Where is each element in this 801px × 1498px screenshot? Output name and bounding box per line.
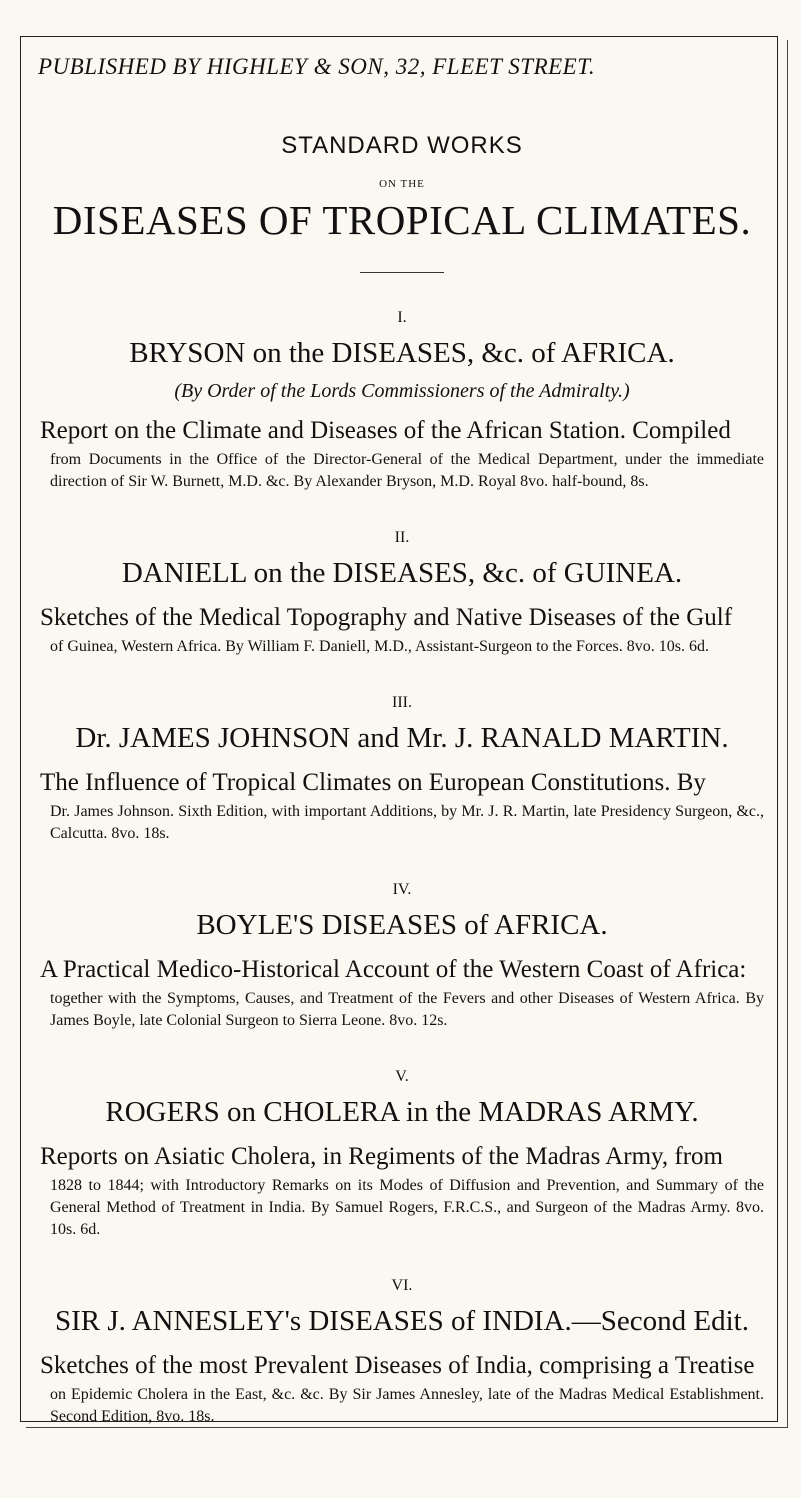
book-description: of Guinea, Western Africa. By William F. Daniell, M.D., Assistant-Surgeon to the Forces. 8vo. 10s. 6d. xyxy=(50,638,709,655)
entry-heading: ROGERS on CHOLERA in the MADRAS ARMY. xyxy=(105,1096,699,1128)
book-title: Sketches of the Medical Topography and Native Diseases of the Gulf xyxy=(40,604,733,631)
book-title: Report on the Climate and Diseases of the African Station. Compiled xyxy=(40,417,731,444)
entry-heading: Dr. JAMES JOHNSON and Mr. J. RANALD MARTIN. xyxy=(75,722,729,754)
book-entry-daniell xyxy=(40,529,764,658)
book-title: Sketches of the most Prevalent Diseases of India, comprising a Treatise xyxy=(40,1352,755,1379)
entry-subheading: (By Order of the Lords Commissioners of the Admiralty.) xyxy=(174,380,630,402)
book-description: together with the Symptoms, Causes, and Treatment of the Fevers and other Diseases of Western Africa. By James Boyle, late Colonial Surgeon to Sierra Leone. 8vo. 12s. xyxy=(50,990,764,1029)
entry-number: III. xyxy=(392,694,412,711)
book-title: Reports on Asiatic Cholera, in Regiments of the Madras Army, from xyxy=(40,1143,723,1170)
entry-number: I. xyxy=(397,309,407,326)
book-description: 1828 to 1844; with Introductory Remarks on its Modes of Diffusion and Prevention, and Summary of the General Method of Treatment in India. By Samuel Rogers, F.R.C.S., and Surgeon of the Madras Army. 8vo. 10s. 6d. xyxy=(50,1177,764,1238)
entry-heading: BOYLE'S DISEASES of AFRICA. xyxy=(196,909,608,941)
standard-works-heading: STANDARD WORKS xyxy=(281,132,523,159)
book-entry-rogers xyxy=(40,1068,764,1241)
book-entry-johnson-martin xyxy=(40,694,764,845)
book-description: from Documents in the Office of the Director-General of the Medical Department, under the immediate direction of Sir W. Burnett, M.D. &c. By Alexander Bryson, M.D. Royal 8vo. half-bound, 8s. xyxy=(50,451,764,490)
advertisement-page xyxy=(40,54,764,1428)
entry-number: IV. xyxy=(392,881,412,898)
book-entry-annesley xyxy=(40,1277,764,1428)
entry-number: VI. xyxy=(391,1277,413,1294)
book-title: The Influence of Tropical Climates on European Constitutions. By xyxy=(40,769,706,796)
book-entry-boyle xyxy=(40,881,764,1032)
publisher-line: PUBLISHED BY HIGHLEY & SON, 32, FLEET STREET. xyxy=(38,54,596,79)
book-title: A Practical Medico-Historical Account of the Western Coast of Africa: xyxy=(40,956,747,983)
on-the-label: ON THE xyxy=(379,178,425,190)
entry-number: II. xyxy=(394,529,410,546)
divider-rule xyxy=(360,272,444,273)
page-title: DISEASES OF TROPICAL CLIMATES. xyxy=(52,197,752,243)
book-description: on Epidemic Cholera in the East, &c. &c. By Sir James Annesley, late of the Madras Medical Establishment. Second Edition, 8vo. 18s. xyxy=(50,1386,764,1425)
entry-heading: DANIELL on the DISEASES, &c. of GUINEA. xyxy=(121,557,683,589)
entry-heading: BRYSON on the DISEASES, &c. of AFRICA. xyxy=(129,337,675,369)
entry-number: V. xyxy=(395,1068,409,1085)
entry-heading: SIR J. ANNESLEY's DISEASES of INDIA.—Second Edit. xyxy=(55,1305,749,1337)
book-description: Dr. James Johnson. Sixth Edition, with important Additions, by Mr. J. R. Martin, late Presidency Surgeon, &c., Calcutta. 8vo. 18s. xyxy=(50,803,764,842)
book-entry-bryson xyxy=(40,309,764,493)
